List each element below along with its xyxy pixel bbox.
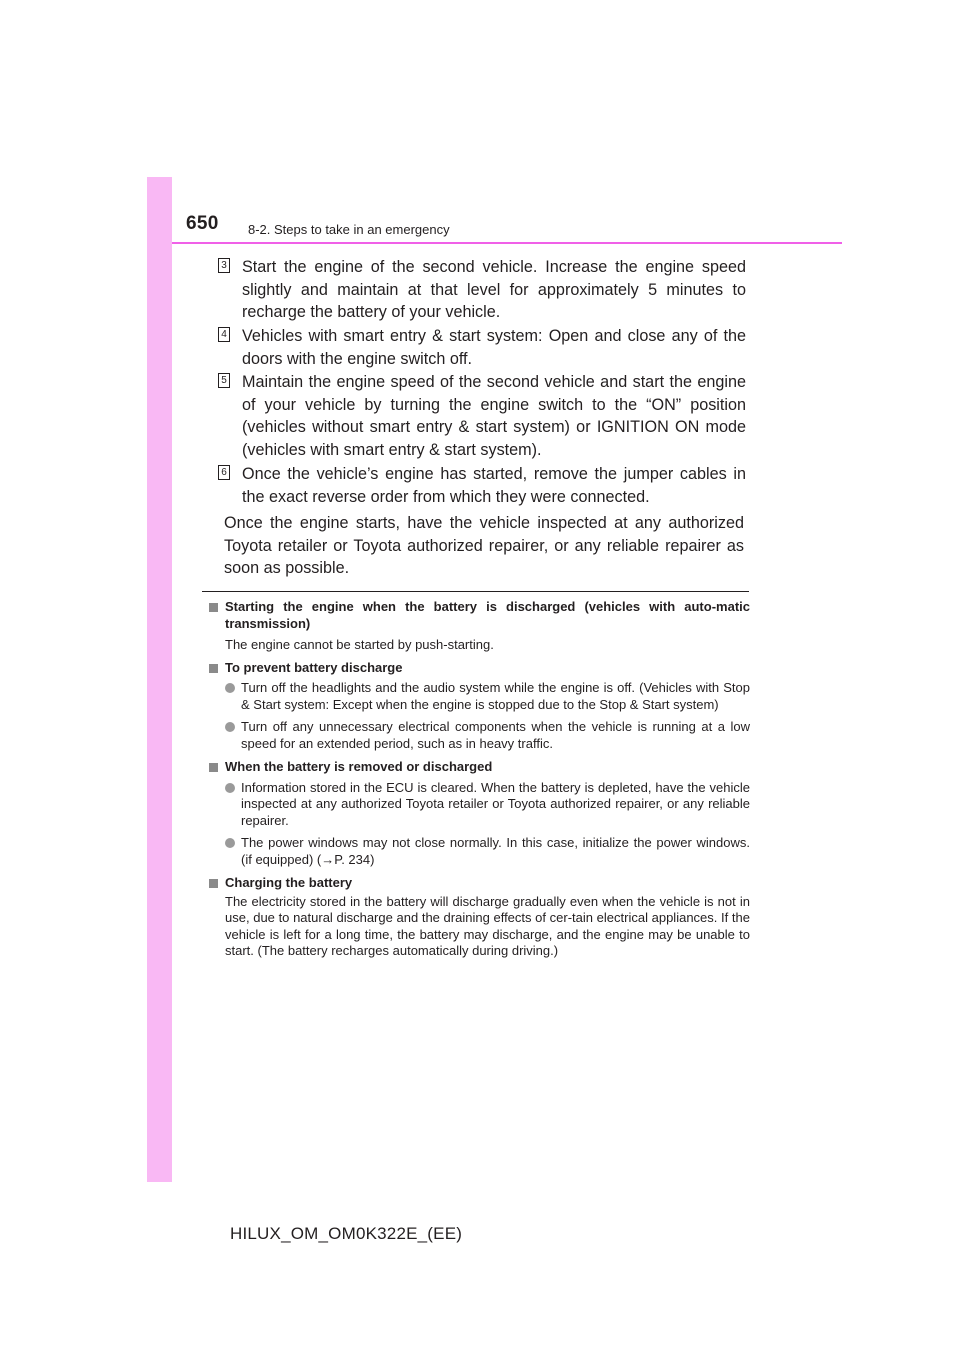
note-starting-engine [209, 599, 750, 654]
list-item: Turn off the headlights and the audio system while the engine is off. (Vehicles with Stop & Start system: Except when the engine is stopped due to the Stop & Start system) [209, 680, 750, 713]
notes-divider [202, 591, 749, 592]
pink-sidebar-band [147, 177, 172, 1182]
header-rule [172, 242, 842, 244]
round-bullet-icon [225, 683, 235, 693]
step-number-badge: 4 [218, 327, 230, 342]
step-text: Start the engine of the second vehicle. Increase the engine speed slightly and maintain at that level for approximately 5 minutes to recharge the battery of your vehicle. [242, 258, 746, 321]
step-number-badge: 5 [218, 373, 230, 388]
square-bullet-icon [209, 664, 218, 673]
square-bullet-icon [209, 879, 218, 888]
note-title: When the battery is removed or discharged [225, 759, 493, 774]
step-text: Vehicles with smart entry & start system: Open and close any of the doors with the engine switch off. [242, 327, 746, 368]
round-bullet-icon [225, 722, 235, 732]
closing-paragraph: Once the engine starts, have the vehicle inspected at any authorized Toyota retailer or Toyota authorized repairer, or any reliable repairer as soon as possible. [224, 514, 744, 577]
step-text: Maintain the engine speed of the second vehicle and start the engine of your vehicle by turning the engine switch to the “ON” position (vehicles without smart entry & start system) or IGNITION ON mode (vehicles with smart entry & start system). [242, 373, 746, 459]
step-text: Once the vehicle’s engine has started, remove the jumper cables in the exact reverse order from which they were connected. [242, 465, 746, 506]
note-title: Starting the engine when the battery is discharged (vehicles with auto-matic transmission) [225, 599, 750, 631]
note-body: The engine cannot be started by push-starting. [225, 637, 494, 652]
page-number: 650 [186, 213, 219, 234]
square-bullet-icon [209, 763, 218, 772]
note-charging-battery [209, 875, 750, 960]
note-prevent-discharge [209, 660, 750, 753]
step-number-badge: 3 [218, 258, 230, 273]
round-bullet-icon [225, 838, 235, 848]
round-bullet-icon [225, 783, 235, 793]
section-title: 8-2. Steps to take in an emergency [248, 222, 450, 237]
document-footer-code: HILUX_OM_OM0K322E_(EE) [230, 1224, 463, 1243]
note-battery-removed [209, 759, 750, 868]
list-item: Information stored in the ECU is cleared. When the battery is depleted, have the vehicle inspected at any authorized Toyota retailer or Toyota authorized repairer, or any reliable repairer. [209, 780, 750, 830]
list-item: The power windows may not close normally. In this case, initialize the power windows. (if equipped) (→P. 234) [209, 835, 750, 868]
square-bullet-icon [209, 603, 218, 612]
list-item: Turn off any unnecessary electrical components when the vehicle is running at a low speed for an extended period, such as in heavy traffic. [209, 719, 750, 752]
step-number-badge: 6 [218, 465, 230, 480]
note-body: The electricity stored in the battery will discharge gradually even when the vehicle is not in use, due to natural discharge and the draining effects of cer-tain electrical appliances. If the vehicle is left for a long time, the battery may discharge, and the engine may be unable to start. (The battery recharges automatically during driving.) [225, 893, 750, 958]
notes-section [209, 599, 750, 960]
note-title: To prevent battery discharge [225, 659, 403, 675]
note-title: Charging the battery [225, 875, 353, 890]
